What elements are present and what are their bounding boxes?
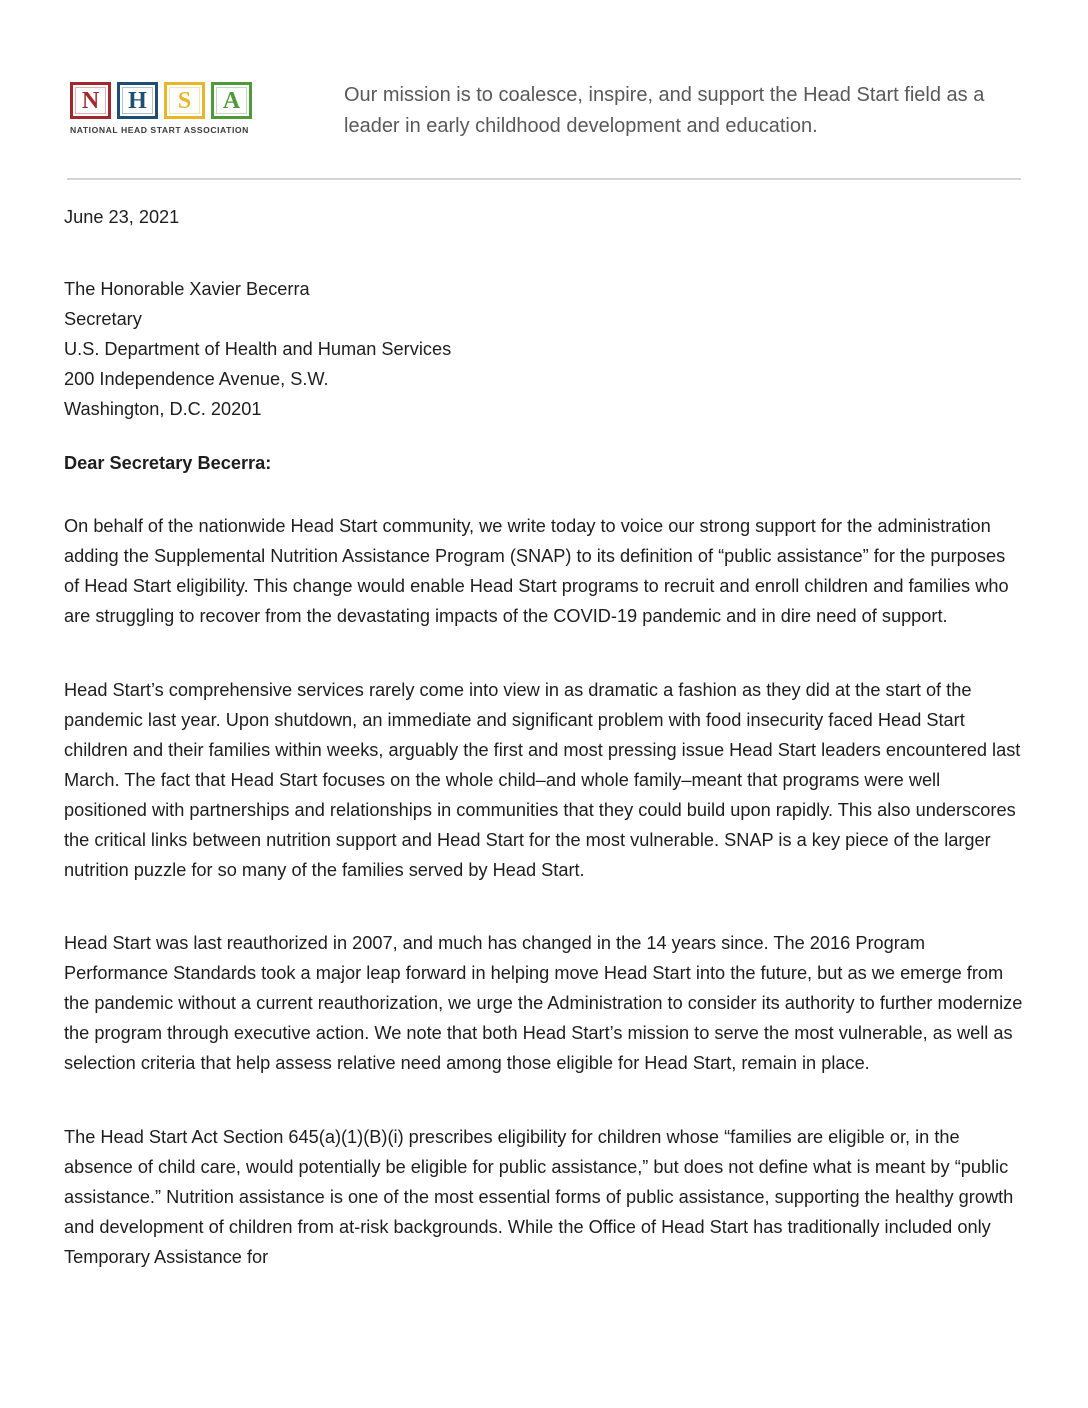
letter-date: June 23, 2021 — [64, 207, 180, 227]
recipient-title: Secretary — [64, 309, 142, 329]
logo-block-n: N — [70, 82, 111, 119]
salutation: Dear Secretary Becerra: — [64, 453, 272, 473]
logo-block-a: A — [211, 82, 252, 119]
logo-blocks — [70, 82, 275, 119]
logo-block-s: S — [164, 82, 205, 119]
recipient-address — [64, 274, 1024, 424]
paragraph-3: Head Start was last reauthorized in 2007, and much has changed in the 14 years since. The 2016 Program Performance Standards took a major leap forward in helping move Head Start into the future, but as we emerge from the pandemic without a current reauthorization, we urge the Administration to consider its authority to further modernize the program through executive action. We note that both Head Start’s mission to serve the most vulnerable, as well as selection criteria that help assess relative need among those eligible for Head Start, remain in place. — [64, 933, 1023, 1073]
header-divider — [67, 178, 1021, 180]
paragraph-1: On behalf of the nationwide Head Start community, we write today to voice our strong support for the administration adding the Supplemental Nutrition Assistance Program (SNAP) to its definition of “public assistance” for the purposes of Head Start eligibility. This change would enable Head Start programs to recruit and enroll children and families who are struggling to recover from the devastating impacts of the COVID-19 pandemic and in dire need of support. — [64, 516, 1009, 626]
logo-caption: NATIONAL HEAD START ASSOCIATION — [70, 125, 249, 135]
recipient-name: The Honorable Xavier Becerra — [64, 279, 310, 299]
recipient-street: 200 Independence Avenue, S.W. — [64, 369, 329, 389]
paragraph-2: Head Start’s comprehensive services rarely come into view in as dramatic a fashion as they did at the start of the pandemic last year. Upon shutdown, an immediate and significant problem with food insecurity faced Head Start children and their families within weeks, arguably the first and most pressing issue Head Start leaders encountered last March. The fact that Head Start focuses on the whole child–and whole family–meant that programs were well positioned with partnerships and relationships in communities that they could build upon rapidly. This also underscores the critical links between nutrition support and Head Start for the most vulnerable. SNAP is a key piece of the larger nutrition puzzle for so many of the families served by Head Start. — [64, 680, 1021, 880]
recipient-city: Washington, D.C. 20201 — [64, 399, 262, 419]
nhsa-logo — [70, 82, 275, 144]
logo-block-h: H — [117, 82, 158, 119]
recipient-department: U.S. Department of Health and Human Services — [64, 339, 452, 359]
paragraph-4: The Head Start Act Section 645(a)(1)(B)(i) prescribes eligibility for children whose “families are eligible or, in the absence of child care, would potentially be eligible for public assistance,” but does not define what is meant by “public assistance.” Nutrition assistance is one of the most essential forms of public assistance, supporting the healthy growth and development of children from at-risk backgrounds. While the Office of Head Start has traditionally included only Temporary Assistance for — [64, 1127, 1014, 1267]
mission-statement: Our mission is to coalesce, inspire, and support the Head Start field as a leader in early childhood development and education. — [344, 84, 985, 137]
